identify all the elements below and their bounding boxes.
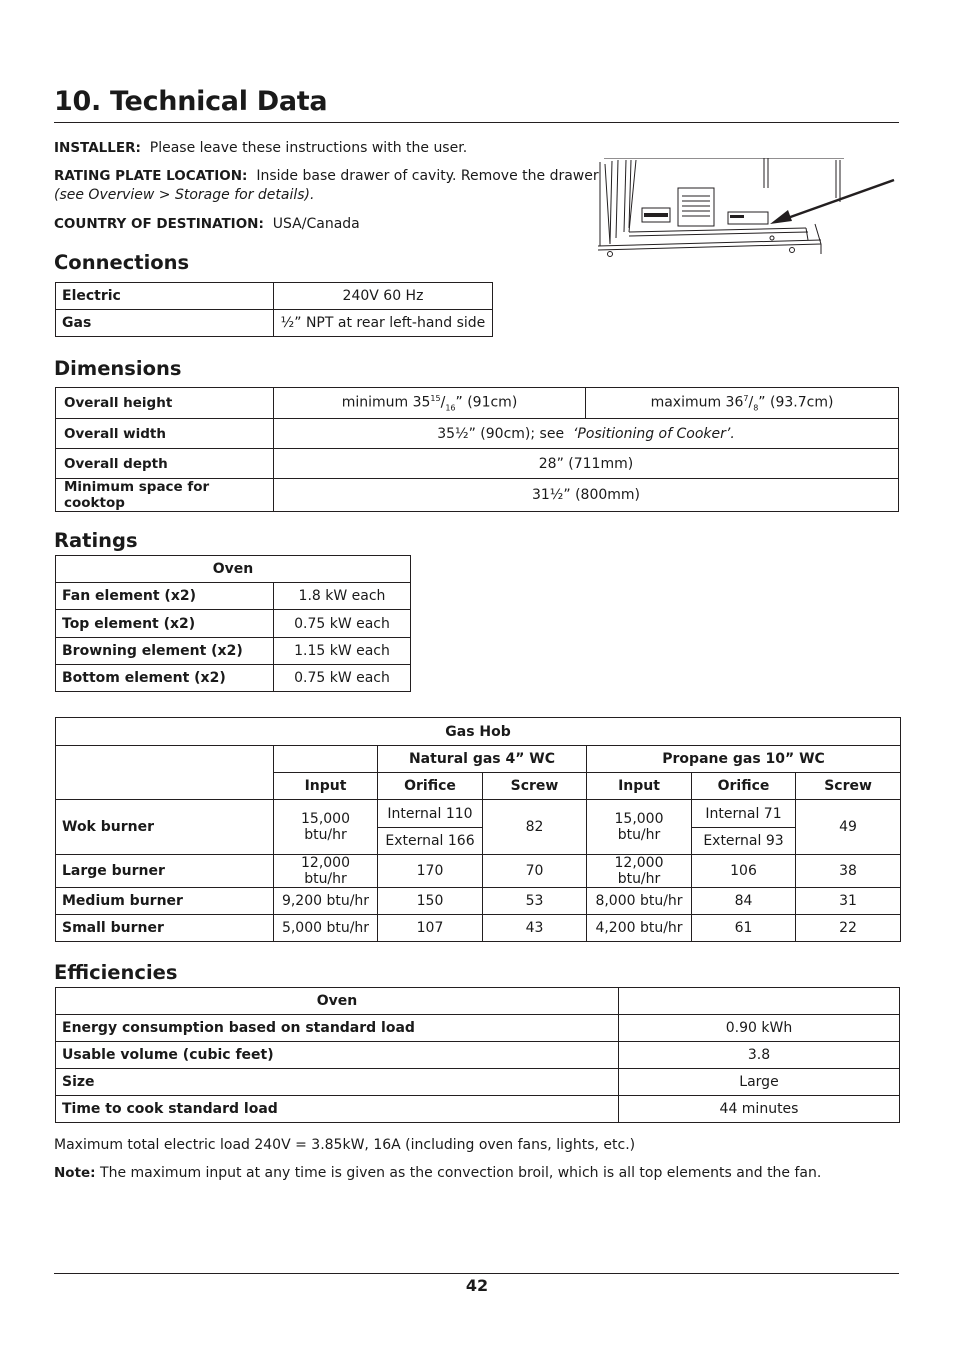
- table-row: [56, 388, 899, 419]
- table-row: [56, 638, 411, 665]
- wok-lp-screw: 49: [796, 800, 901, 855]
- dimensions-heading: Dimensions: [54, 357, 182, 380]
- rating-plate-line: [54, 168, 599, 184]
- dim-width-label: Overall width: [56, 419, 274, 449]
- connections-electric-label: Electric: [56, 283, 274, 310]
- table-row: [56, 1096, 900, 1123]
- ratings-row-value: 1.8 kW each: [274, 583, 411, 610]
- burner-value: 70: [483, 855, 587, 888]
- page-title: 10. Technical Data: [54, 86, 328, 117]
- ratings-table: [55, 555, 411, 692]
- ratings-row-value: 1.15 kW each: [274, 638, 411, 665]
- table-row: [56, 419, 899, 449]
- dimensions-table: [55, 387, 899, 512]
- wok-ng-screw: 82: [483, 800, 587, 855]
- burner-value: 84: [692, 888, 796, 915]
- connections-heading: Connections: [54, 251, 190, 274]
- dim-depth-value: 28” (711mm): [274, 449, 899, 479]
- table-row: [56, 479, 899, 512]
- burner-value: 9,200 btu/hr: [274, 888, 378, 915]
- dim-space-label: Minimum space for cooktop: [56, 479, 274, 512]
- max-load-text: Maximum total electric load 240V = 3.85kW, 16A (including oven fans, lights, etc.): [54, 1137, 636, 1153]
- table-row: [56, 665, 411, 692]
- table-row: [56, 449, 899, 479]
- propane-gas-header: Propane gas 10” WC: [587, 746, 901, 773]
- burner-value: 22: [796, 915, 901, 942]
- efficiencies-heading: Efficiencies: [54, 961, 178, 984]
- table-row: [56, 988, 900, 1015]
- efficiencies-oven-header: Oven: [56, 988, 619, 1015]
- title-rule: [54, 122, 899, 123]
- table-row: [56, 556, 411, 583]
- table-row: [56, 718, 901, 746]
- table-row: [56, 855, 901, 888]
- table-row: [56, 1042, 900, 1069]
- note-label: Note:: [54, 1165, 96, 1181]
- gas-hob-table: [55, 717, 901, 942]
- efficiency-value: 3.8: [619, 1042, 900, 1069]
- page-number: 42: [465, 1276, 489, 1295]
- efficiency-value: Large: [619, 1069, 900, 1096]
- burner-value: 12,000 btu/hr: [274, 855, 378, 888]
- installer-line: [54, 140, 467, 156]
- burner-value: 150: [378, 888, 483, 915]
- burner-value: 4,200 btu/hr: [587, 915, 692, 942]
- connections-gas-value: ½” NPT at rear left-hand side: [274, 310, 493, 337]
- burner-value: 8,000 btu/hr: [587, 888, 692, 915]
- col-input-header: Input: [274, 773, 378, 800]
- col-orifice-header: Orifice: [692, 773, 796, 800]
- table-row: [56, 610, 411, 638]
- connections-gas-label: Gas: [56, 310, 274, 337]
- gas-hob-header: Gas Hob: [56, 718, 901, 746]
- country-label: COUNTRY OF DESTINATION:: [54, 216, 264, 232]
- dim-height-label: Overall height: [56, 388, 274, 419]
- note-line: [54, 1165, 821, 1181]
- rating-plate-illustration: [596, 158, 898, 260]
- col-input-header: Input: [587, 773, 692, 800]
- dim-height-min: minimum $35^{15}/_{16}$” (91cm): [274, 388, 586, 419]
- gas-hob-blank-cell: [274, 746, 378, 773]
- wok-lp-orifice-external: External 93: [692, 828, 796, 855]
- ratings-row-label: Browning element (x2): [56, 638, 274, 665]
- burner-label: Large burner: [56, 855, 274, 888]
- burner-value: 170: [378, 855, 483, 888]
- burner-value: 31: [796, 888, 901, 915]
- installer-label: INSTALLER:: [54, 140, 141, 156]
- ratings-heading: Ratings: [54, 529, 138, 552]
- burner-value: 5,000 btu/hr: [274, 915, 378, 942]
- table-row: [56, 746, 901, 773]
- ratings-oven-header: Oven: [56, 556, 411, 583]
- table-row: [56, 915, 901, 942]
- col-orifice-header: Orifice: [378, 773, 483, 800]
- efficiencies-blank-cell: [619, 988, 900, 1015]
- connections-electric-value: 240V 60 Hz: [274, 283, 493, 310]
- rating-plate-note: (see Overview > Storage for details).: [54, 187, 315, 203]
- burner-value: 43: [483, 915, 587, 942]
- ratings-row-value: 0.75 kW each: [274, 665, 411, 692]
- wok-lp-orifice-internal: Internal 71: [692, 800, 796, 828]
- col-screw-header: Screw: [483, 773, 587, 800]
- efficiencies-table: [55, 987, 900, 1123]
- ratings-row-value: 0.75 kW each: [274, 610, 411, 638]
- wok-ng-input: 15,000 btu/hr: [274, 800, 378, 855]
- table-row: [56, 1015, 900, 1042]
- wok-ng-orifice-external: External 166: [378, 828, 483, 855]
- burner-value: 106: [692, 855, 796, 888]
- efficiency-label: Usable volume (cubic feet): [56, 1042, 619, 1069]
- col-screw-header: Screw: [796, 773, 901, 800]
- table-row: [56, 1069, 900, 1096]
- country-text: USA/Canada: [272, 216, 360, 232]
- burner-label: Small burner: [56, 915, 274, 942]
- wok-lp-input: 15,000 btu/hr: [587, 800, 692, 855]
- table-row: [56, 800, 901, 828]
- burner-value: 38: [796, 855, 901, 888]
- installer-text: Please leave these instructions with the user.: [149, 140, 468, 156]
- ratings-row-label: Bottom element (x2): [56, 665, 274, 692]
- table-row: [56, 283, 493, 310]
- dim-depth-label: Overall depth: [56, 449, 274, 479]
- country-line: [54, 216, 360, 232]
- burner-value: 61: [692, 915, 796, 942]
- note-text: The maximum input at any time is given as the convection broil, which is all top elements and the fan.: [100, 1165, 822, 1181]
- wok-ng-orifice-internal: Internal 110: [378, 800, 483, 828]
- efficiency-label: Size: [56, 1069, 619, 1096]
- ratings-row-label: Fan element (x2): [56, 583, 274, 610]
- burner-value: 12,000 btu/hr: [587, 855, 692, 888]
- efficiency-value: 0.90 kWh: [619, 1015, 900, 1042]
- table-row: [56, 310, 493, 337]
- efficiency-value: 44 minutes: [619, 1096, 900, 1123]
- ratings-row-label: Top element (x2): [56, 610, 274, 638]
- burner-value: 107: [378, 915, 483, 942]
- dim-height-max: maximum $36^7/_8$” (93.7cm): [586, 388, 899, 419]
- burner-label: Medium burner: [56, 888, 274, 915]
- burner-value: 53: [483, 888, 587, 915]
- rating-plate-label: RATING PLATE LOCATION:: [54, 168, 248, 184]
- wok-burner-label: Wok burner: [56, 800, 274, 855]
- dim-space-value: 31½” (800mm): [274, 479, 899, 512]
- rating-plate-text: Inside base drawer of cavity. Remove the drawer: [256, 168, 599, 184]
- efficiency-label: Energy consumption based on standard load: [56, 1015, 619, 1042]
- natural-gas-header: Natural gas 4” WC: [378, 746, 587, 773]
- connections-table: [55, 282, 493, 337]
- gas-hob-blank-cell: [56, 746, 274, 800]
- footer-rule: [54, 1273, 899, 1274]
- dim-width-value: 35½” (90cm); see ‘Positioning of Cooker’.: [274, 419, 899, 449]
- table-row: [56, 888, 901, 915]
- table-row: [56, 583, 411, 610]
- efficiency-label: Time to cook standard load: [56, 1096, 619, 1123]
